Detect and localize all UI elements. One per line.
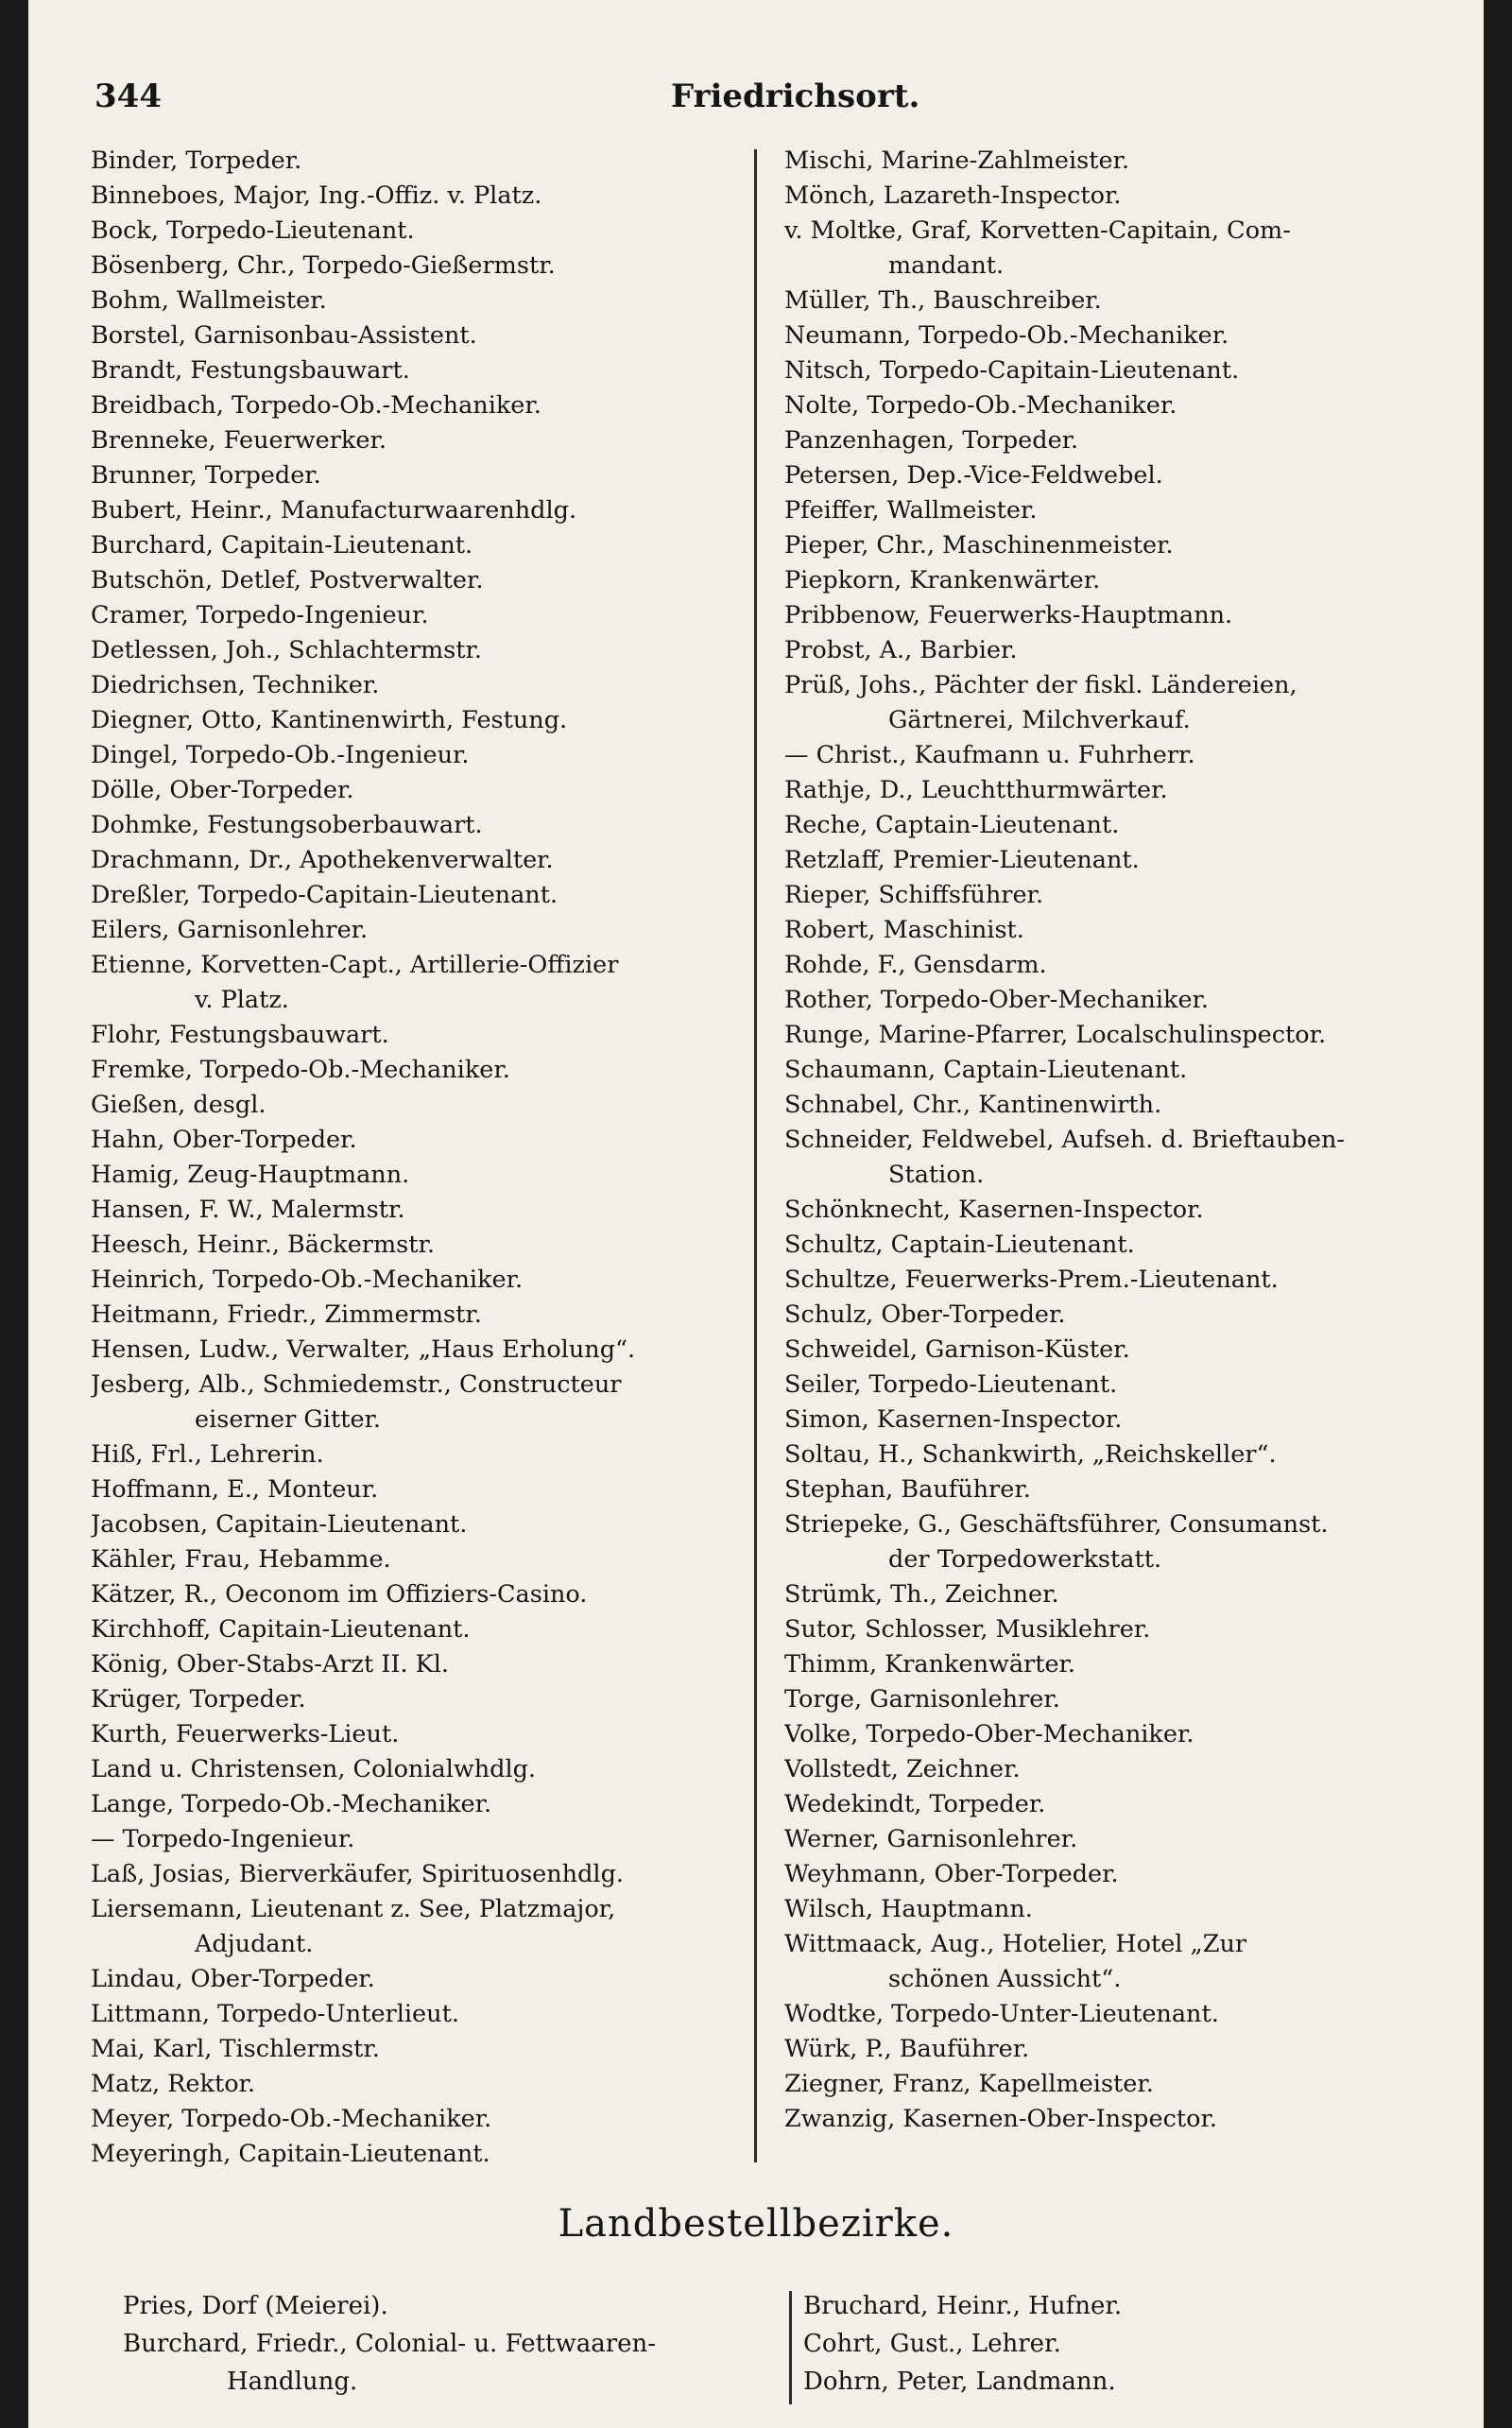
directory-entry: Kätzer, R., Oeconom im Offiziers-Casino.	[91, 1580, 588, 1609]
directory-entry: Bruchard, Heinr., Hufner.	[803, 2292, 1123, 2320]
directory-entry: Wodtke, Torpedo-Unter-Lieutenant.	[784, 2000, 1219, 2028]
directory-entry: Retzlaff, Premier-Lieutenant.	[784, 846, 1140, 874]
directory-entry: — Christ., Kaufmann u. Fuhrherr.	[784, 741, 1195, 769]
left-column	[91, 144, 790, 2172]
directory-entry: Liersemann, Lieutenant z. See, Platzmajor,	[91, 1895, 616, 1923]
directory-entry: Wilsch, Hauptmann.	[784, 1895, 1033, 1923]
directory-entry: Probst, A., Barbier.	[784, 636, 1018, 664]
directory-entry: Simon, Kasernen-Inspector.	[784, 1405, 1123, 1434]
column-divider	[754, 149, 757, 2162]
directory-entry: Butschön, Detlef, Postverwalter.	[91, 566, 484, 594]
directory-entry: Burchard, Friedr., Colonial- u. Fettwaaren-	[123, 2330, 657, 2358]
subsection-left-column	[123, 2287, 784, 2401]
directory-entry-continuation: Adjudant.	[195, 1930, 314, 1958]
directory-entry: Bohm, Wallmeister.	[91, 286, 327, 315]
directory-entry: Nolte, Torpedo-Ob.-Mechaniker.	[784, 391, 1177, 420]
directory-entry: Hansen, F. W., Malermstr.	[91, 1196, 405, 1224]
directory-entry: Panzenhagen, Torpeder.	[784, 426, 1079, 455]
directory-entry: Hiß, Frl., Lehrerin.	[91, 1440, 324, 1469]
directory-entry: v. Moltke, Graf, Korvetten-Capitain, Com-	[784, 216, 1291, 245]
directory-entry: Heinrich, Torpedo-Ob.-Mechaniker.	[91, 1266, 524, 1294]
directory-entry: Wittmaack, Aug., Hotelier, Hotel „Zur	[784, 1930, 1247, 1958]
directory-entry: Volke, Torpedo-Ober-Mechaniker.	[784, 1720, 1194, 1748]
directory-entry: Burchard, Capitain-Lieutenant.	[91, 531, 473, 560]
directory-entry: Müller, Th., Bauschreiber.	[784, 286, 1102, 315]
page-header	[28, 77, 1484, 125]
directory-entry: Soltau, H., Schankwirth, „Reichskeller“.	[784, 1440, 1277, 1469]
directory-entry: — Torpedo-Ingenieur.	[91, 1825, 355, 1853]
directory-entry: Schnabel, Chr., Kantinenwirth.	[784, 1091, 1162, 1119]
directory-entry: Weyhmann, Ober-Torpeder.	[784, 1860, 1119, 1888]
directory-entry: Torge, Garnisonlehrer.	[784, 1685, 1060, 1713]
directory-entry: Vollstedt, Zeichner.	[784, 1755, 1021, 1783]
directory-entry: Mönch, Lazareth-Inspector.	[784, 181, 1122, 210]
directory-entry-continuation: mandant.	[888, 251, 1005, 280]
directory-entry: Neumann, Torpedo-Ob.-Mechaniker.	[784, 321, 1229, 350]
directory-entry: Meyer, Torpedo-Ob.-Mechaniker.	[91, 2105, 492, 2133]
directory-entry: Brandt, Festungsbauwart.	[91, 356, 410, 385]
directory-entry: Binder, Torpeder.	[91, 146, 302, 175]
directory-entry: Rohde, F., Gensdarm.	[784, 951, 1047, 979]
directory-entry: Rieper, Schiffsführer.	[784, 881, 1044, 909]
directory-entry: Hoffmann, E., Monteur.	[91, 1475, 379, 1504]
directory-entry: Schulz, Ober-Torpeder.	[784, 1300, 1066, 1329]
directory-entry: Hensen, Ludw., Verwalter, „Haus Erholung“.	[91, 1335, 636, 1364]
directory-entry: Mai, Karl, Tischlermstr.	[91, 2035, 380, 2063]
directory-entry: Lindau, Ober-Torpeder.	[91, 1965, 375, 1993]
directory-entry: Würk, P., Bauführer.	[784, 2035, 1030, 2063]
directory-entry: Heesch, Heinr., Bäckermstr.	[91, 1231, 435, 1259]
directory-entry: Brenneke, Feuerwerker.	[91, 426, 387, 455]
directory-entry: Rathje, D., Leuchtthurmwärter.	[784, 776, 1168, 804]
directory-entry: Laß, Josias, Bierverkäufer, Spirituosenhdlg.	[91, 1860, 625, 1888]
directory-entry: Breidbach, Torpedo-Ob.-Mechaniker.	[91, 391, 541, 420]
directory-entry: Sutor, Schlosser, Musiklehrer.	[784, 1615, 1151, 1644]
directory-entry: Striepeke, G., Geschäftsführer, Consumanst.	[784, 1510, 1329, 1539]
right-column	[784, 144, 1484, 2137]
directory-entry: Drachmann, Dr., Apothekenverwalter.	[91, 846, 554, 874]
directory-entry: Gießen, desgl.	[91, 1091, 266, 1119]
section-heading: Landbestellbezirke.	[558, 2202, 954, 2246]
directory-entry: Dohrn, Peter, Landmann.	[803, 2368, 1116, 2396]
directory-entry: Eilers, Garnisonlehrer.	[91, 916, 369, 944]
running-title: Friedrichsort.	[671, 77, 920, 115]
directory-entry: Flohr, Festungsbauwart.	[91, 1021, 389, 1049]
directory-entry: Mischi, Marine-Zahlmeister.	[784, 146, 1130, 175]
directory-entry: Zwanzig, Kasernen-Ober-Inspector.	[784, 2105, 1217, 2133]
directory-entry: Littmann, Torpedo-Unterlieut.	[91, 2000, 459, 2028]
directory-entry: Kirchhoff, Capitain-Lieutenant.	[91, 1615, 471, 1644]
directory-entry: Borstel, Garnisonbau-Assistent.	[91, 321, 477, 350]
directory-entry: Brunner, Torpeder.	[91, 461, 321, 490]
directory-entry-continuation: Station.	[888, 1161, 985, 1189]
directory-entry: Wedekindt, Torpeder.	[784, 1790, 1046, 1818]
directory-entry-continuation: Handlung.	[227, 2368, 358, 2396]
directory-entry: Robert, Maschinist.	[784, 916, 1024, 944]
directory-entry: Diedrichsen, Techniker.	[91, 671, 380, 699]
directory-entry: Strümk, Th., Zeichner.	[784, 1580, 1059, 1609]
directory-entry: Runge, Marine-Pfarrer, Localschulinspector.	[784, 1021, 1327, 1049]
directory-entry: Krüger, Torpeder.	[91, 1685, 306, 1713]
directory-page	[28, 0, 1484, 2428]
directory-entry: Hamig, Zeug-Hauptmann.	[91, 1161, 410, 1189]
directory-entry: Diegner, Otto, Kantinenwirth, Festung.	[91, 706, 568, 734]
subsection-divider	[789, 2291, 792, 2404]
directory-entry: Fremke, Torpedo-Ob.-Mechaniker.	[91, 1056, 510, 1084]
directory-entry: Land u. Christensen, Colonialwhdlg.	[91, 1755, 537, 1783]
directory-entry: Cramer, Torpedo-Ingenieur.	[91, 601, 429, 629]
directory-entry: Pfeiffer, Wallmeister.	[784, 496, 1038, 525]
directory-entry: Reche, Captain-Lieutenant.	[784, 811, 1120, 839]
directory-entry: Dohmke, Festungsoberbauwart.	[91, 811, 483, 839]
directory-entry: Pribbenow, Feuerwerks-Hauptmann.	[784, 601, 1233, 629]
directory-entry: Detlessen, Joh., Schlachtermstr.	[91, 636, 483, 664]
directory-entry: Hahn, Ober-Torpeder.	[91, 1126, 357, 1154]
directory-entry: Petersen, Dep.-Vice-Feldwebel.	[784, 461, 1163, 490]
directory-entry: Matz, Rektor.	[91, 2070, 256, 2098]
directory-entry: Meyeringh, Capitain-Lieutenant.	[91, 2140, 490, 2168]
directory-entry: Bock, Torpedo-Lieutenant.	[91, 216, 415, 245]
subsection-right-column	[803, 2287, 1465, 2401]
directory-entry: Schultze, Feuerwerks-Prem.-Lieutenant.	[784, 1266, 1279, 1294]
directory-entry: Piepkorn, Krankenwärter.	[784, 566, 1101, 594]
page-number: 344	[94, 77, 162, 115]
directory-entry: Pries, Dorf (Meierei).	[123, 2292, 388, 2320]
directory-entry: Seiler, Torpedo-Lieutenant.	[784, 1370, 1118, 1399]
directory-entry: Dreßler, Torpedo-Capitain-Lieutenant.	[91, 881, 558, 909]
directory-entry: Cohrt, Gust., Lehrer.	[803, 2330, 1061, 2358]
directory-entry: König, Ober-Stabs-Arzt II. Kl.	[91, 1650, 449, 1679]
directory-entry: Kurth, Feuerwerks-Lieut.	[91, 1720, 400, 1748]
directory-entry: Thimm, Krankenwärter.	[784, 1650, 1076, 1679]
directory-entry: Dingel, Torpedo-Ob.-Ingenieur.	[91, 741, 470, 769]
directory-entry-continuation: schönen Aussicht“.	[888, 1965, 1122, 1993]
directory-entry-continuation: der Torpedowerkstatt.	[888, 1545, 1162, 1574]
directory-entry-continuation: eiserner Gitter.	[195, 1405, 382, 1434]
directory-entry: Etienne, Korvetten-Capt., Artillerie-Offizier	[91, 951, 619, 979]
directory-entry: Schweidel, Garnison-Küster.	[784, 1335, 1130, 1364]
directory-entry: Jacobsen, Capitain-Lieutenant.	[91, 1510, 468, 1539]
directory-entry: Prüß, Johs., Pächter der fiskl. Ländereien,	[784, 671, 1297, 699]
directory-entry: Bubert, Heinr., Manufacturwaarenhdlg.	[91, 496, 577, 525]
directory-entry: Dölle, Ober-Torpeder.	[91, 776, 354, 804]
directory-entry: Rother, Torpedo-Ober-Mechaniker.	[784, 986, 1210, 1014]
directory-entry-continuation: Gärtnerei, Milchverkauf.	[888, 706, 1191, 734]
directory-entry-continuation: v. Platz.	[195, 986, 289, 1014]
directory-entry: Schneider, Feldwebel, Aufseh. d. Brieftauben-	[784, 1126, 1345, 1154]
directory-entry: Werner, Garnisonlehrer.	[784, 1825, 1078, 1853]
directory-entry: Jesberg, Alb., Schmiedemstr., Constructeur	[91, 1370, 622, 1399]
directory-entry: Bösenberg, Chr., Torpedo-Gießermstr.	[91, 251, 556, 280]
directory-entry: Schönknecht, Kasernen-Inspector.	[784, 1196, 1204, 1224]
directory-entry: Stephan, Bauführer.	[784, 1475, 1031, 1504]
directory-entry: Binneboes, Major, Ing.-Offiz. v. Platz.	[91, 181, 542, 210]
directory-entry: Nitsch, Torpedo-Capitain-Lieutenant.	[784, 356, 1240, 385]
directory-entry: Pieper, Chr., Maschinenmeister.	[784, 531, 1174, 560]
directory-entry: Heitmann, Friedr., Zimmermstr.	[91, 1300, 482, 1329]
directory-entry: Kähler, Frau, Hebamme.	[91, 1545, 391, 1574]
directory-entry: Schultz, Captain-Lieutenant.	[784, 1231, 1135, 1259]
directory-entry: Ziegner, Franz, Kapellmeister.	[784, 2070, 1154, 2098]
directory-entry: Lange, Torpedo-Ob.-Mechaniker.	[91, 1790, 492, 1818]
directory-entry: Schaumann, Captain-Lieutenant.	[784, 1056, 1188, 1084]
